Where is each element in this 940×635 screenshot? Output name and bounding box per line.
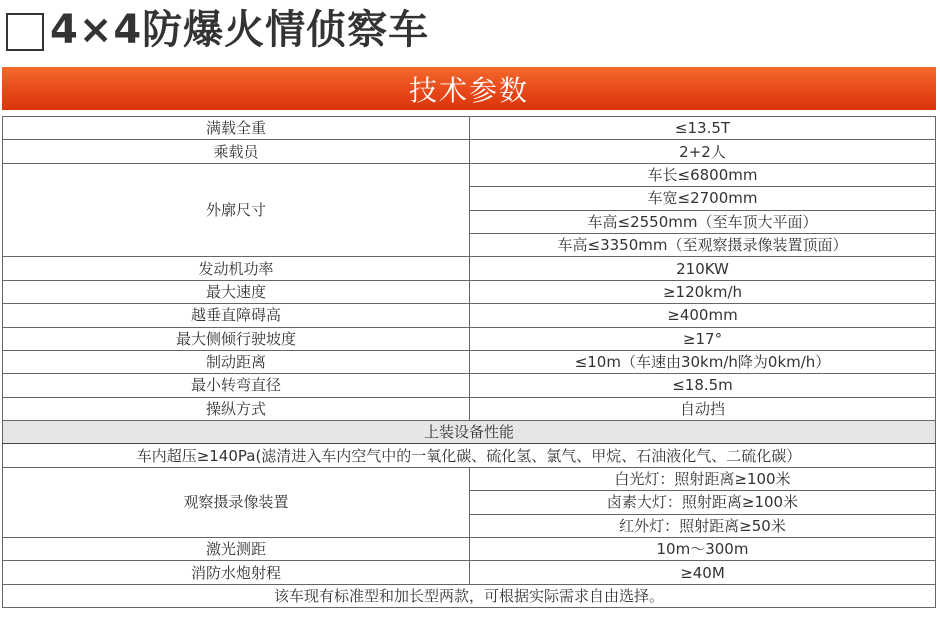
param-label: 乘载员: [3, 140, 470, 163]
param-value: 卤素大灯：照射距离≥100米: [470, 491, 936, 514]
param-value: ≤18.5m: [470, 374, 936, 397]
param-value: 车长≤6800mm: [470, 163, 936, 186]
section-header-row: [3, 421, 936, 444]
table-row: [3, 163, 936, 186]
param-label: 最大速度: [3, 280, 470, 303]
param-value: 车高≤2550mm（至车顶大平面）: [470, 210, 936, 233]
table-row: [3, 444, 936, 467]
table-row: [3, 584, 936, 607]
page-title-area: [6, 4, 429, 56]
param-value: ≥400mm: [470, 304, 936, 327]
table-row: [3, 327, 936, 350]
table-row: [3, 304, 936, 327]
table-row: [3, 561, 936, 584]
table-row: [3, 467, 936, 490]
param-label: 操纵方式: [3, 397, 470, 420]
overpressure-note: 车内超压≥140Pa(滤清进入车内空气中的一氧化碳、硫化氢、氯气、甲烷、石油液化气、二硫化碳）: [3, 444, 936, 467]
param-value: 白光灯：照射距离≥100米: [470, 467, 936, 490]
banner-title: 技术参数: [408, 73, 529, 107]
spec-table: [2, 116, 936, 608]
param-value: ≤13.5T: [470, 117, 936, 140]
table-row: [3, 117, 936, 140]
param-label: 最大侧倾行驶坡度: [3, 327, 470, 350]
param-value: 210KW: [470, 257, 936, 280]
table-row: [3, 257, 936, 280]
table-row: [3, 140, 936, 163]
page-title: 4×4防爆火情侦察车: [50, 7, 430, 53]
table-row: [3, 397, 936, 420]
table-row: [3, 374, 936, 397]
param-label: 消防水炮射程: [3, 561, 470, 584]
param-value: ≥17°: [470, 327, 936, 350]
param-label: 制动距离: [3, 350, 470, 373]
param-label: 越垂直障碍高: [3, 304, 470, 327]
param-value: 自动挡: [470, 397, 936, 420]
footer-note: 该车现有标准型和加长型两款，可根据实际需求自由选择。: [3, 584, 936, 607]
param-value: 车宽≤2700mm: [470, 187, 936, 210]
spec-banner: [2, 67, 936, 110]
param-label: 满载全重: [3, 117, 470, 140]
param-label: 激光测距: [3, 538, 470, 561]
param-value: 10m～300m: [470, 538, 936, 561]
param-value: 红外灯：照射距离≥50米: [470, 514, 936, 537]
param-value: ≥40M: [470, 561, 936, 584]
table-row: [3, 280, 936, 303]
checkbox-square-icon: [6, 13, 44, 51]
table-row: [3, 350, 936, 373]
param-value: 车高≤3350mm（至观察摄录像装置顶面）: [470, 233, 936, 256]
section-header: 上装设备性能: [3, 421, 936, 444]
param-label: 观察摄录像装置: [3, 467, 470, 537]
param-label: 最小转弯直径: [3, 374, 470, 397]
param-value: 2+2人: [470, 140, 936, 163]
param-label: 外廓尺寸: [3, 163, 470, 257]
param-value: ≥120km/h: [470, 280, 936, 303]
param-value: ≤10m（车速由30km/h降为0km/h）: [470, 350, 936, 373]
table-row: [3, 538, 936, 561]
param-label: 发动机功率: [3, 257, 470, 280]
